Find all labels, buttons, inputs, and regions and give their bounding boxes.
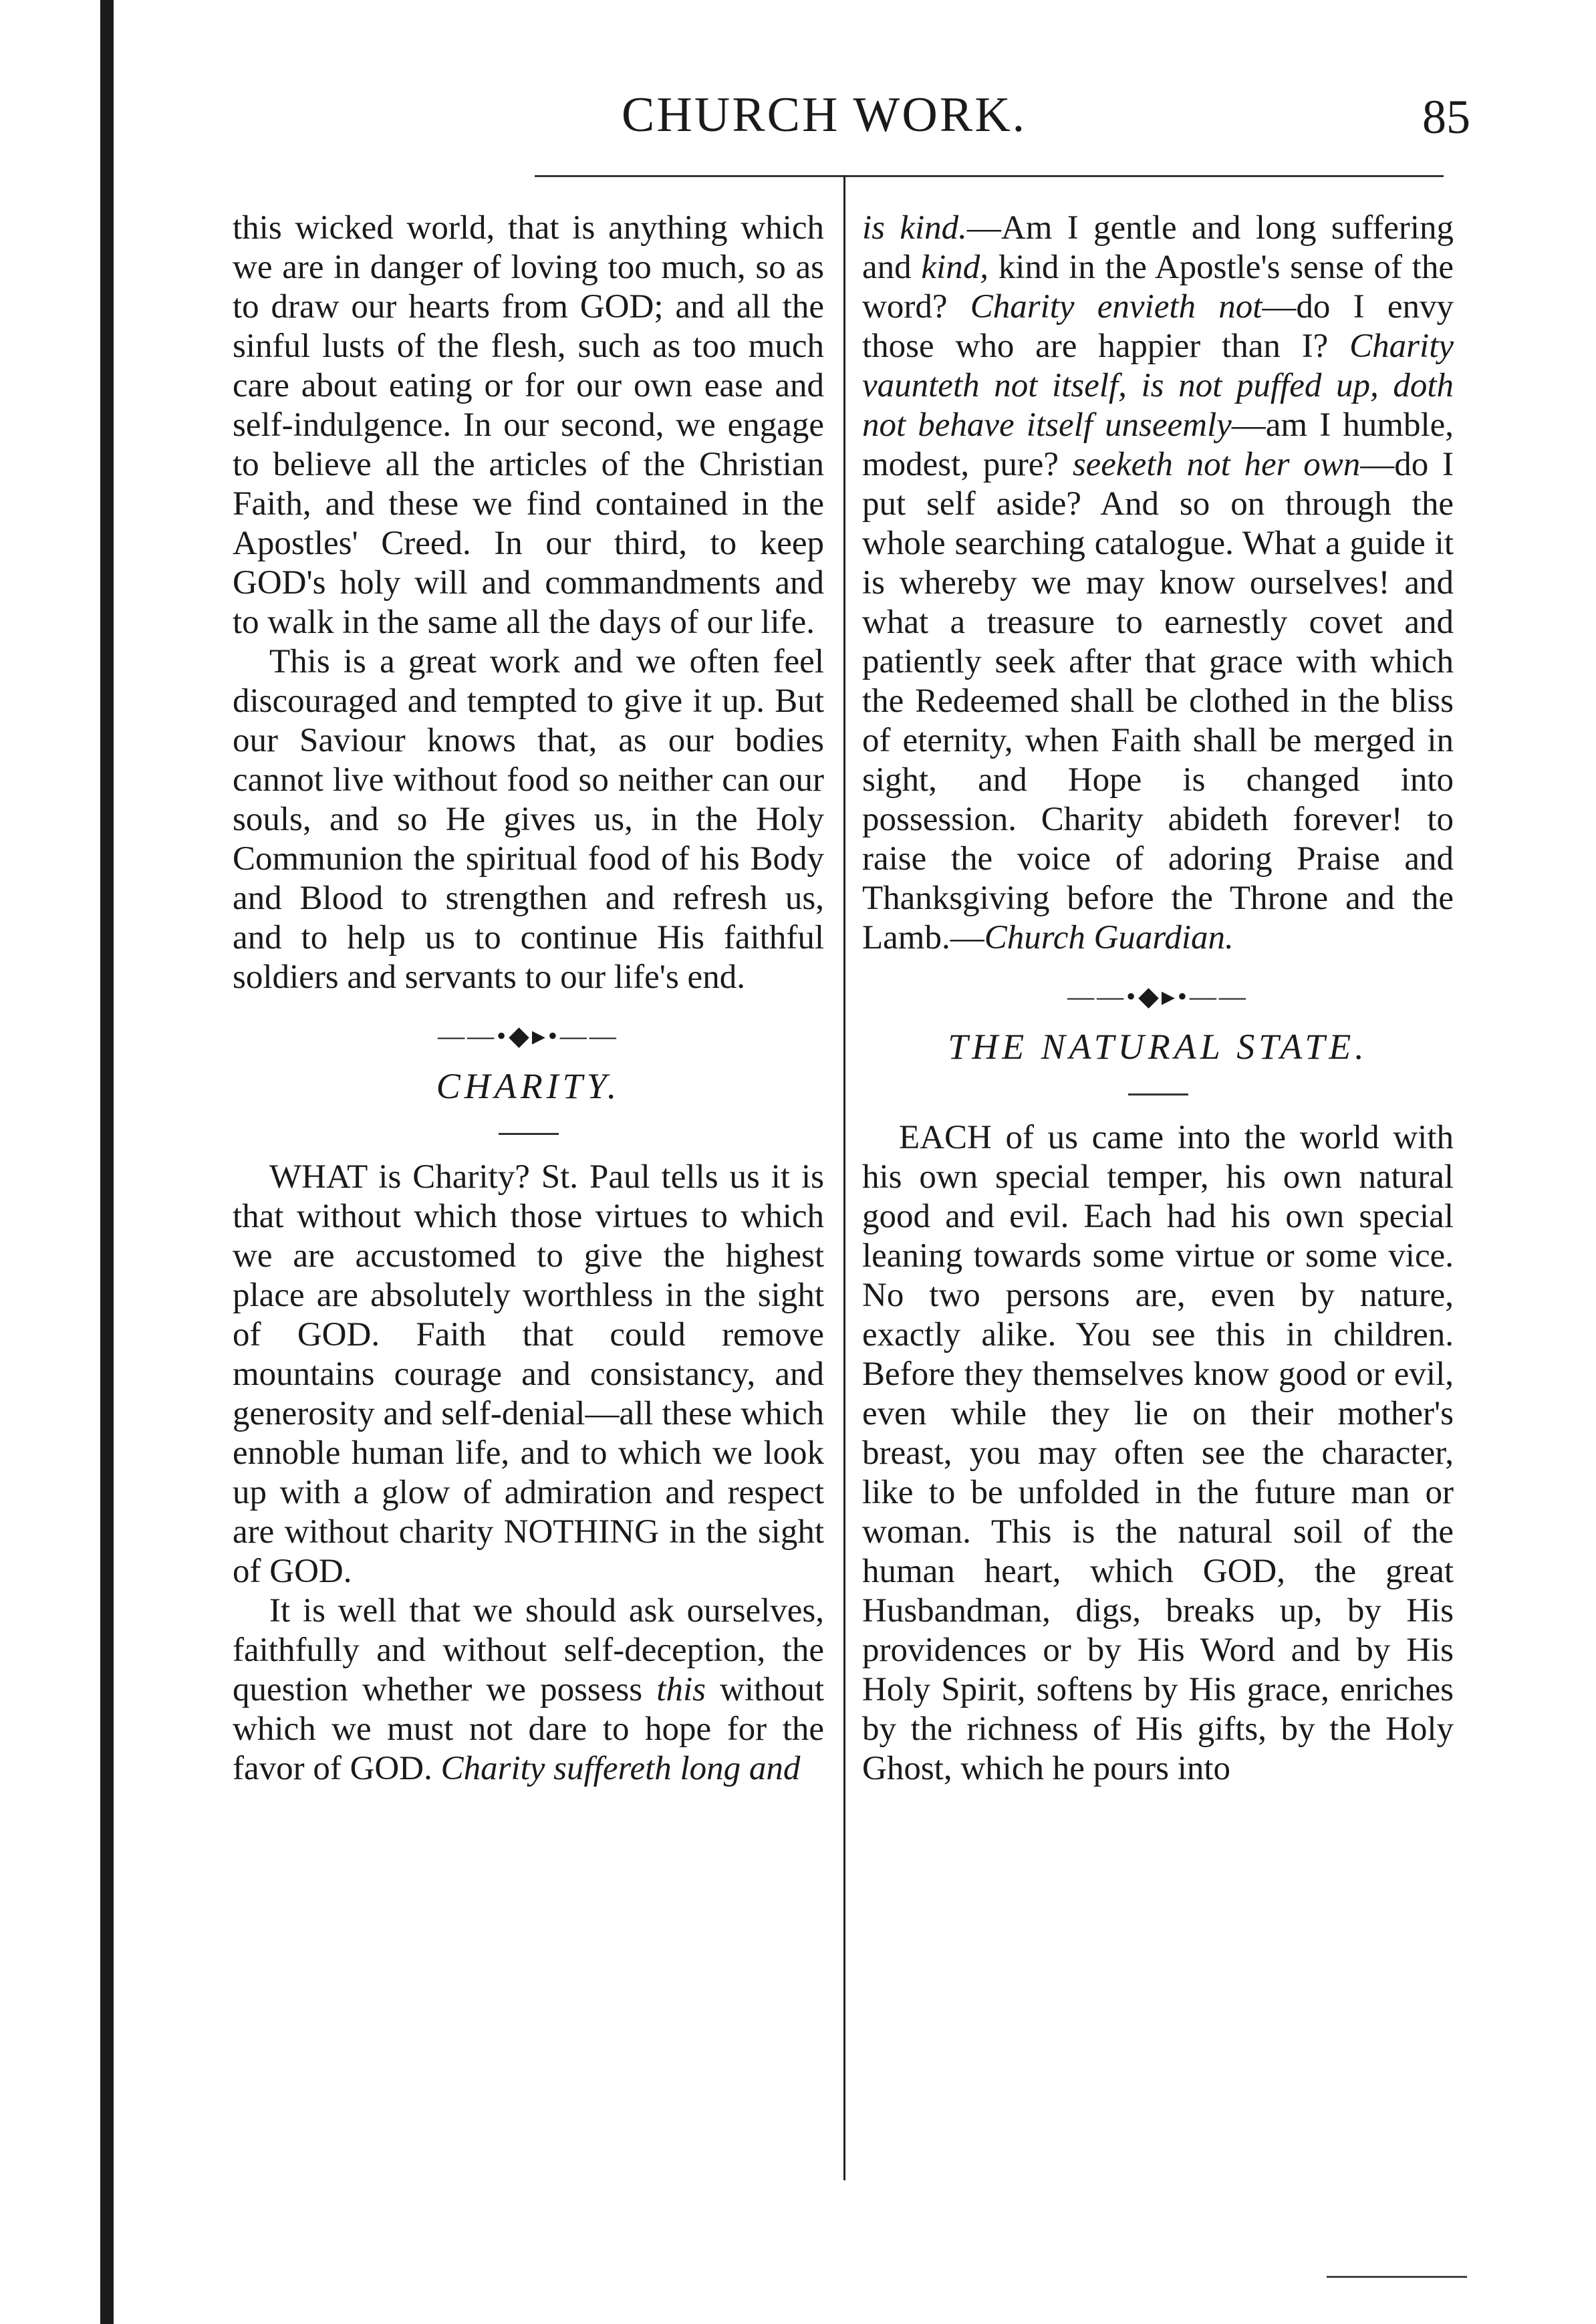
heading-charity: CHARITY. (436, 1066, 621, 1106)
right-para-1-italic-1: is kind. (862, 209, 967, 247)
page-header (221, 80, 1470, 154)
left-column (233, 209, 824, 1789)
column-divider (843, 175, 845, 2180)
right-para-1-italic-2: kind, (921, 249, 988, 286)
heading-natural-state: THE NATURAL STATE. (948, 1027, 1368, 1067)
section-ornament: ——•◆▸•—— (1067, 981, 1248, 1011)
left-para-1: this wicked world, that is anything which we are in danger of loving too much, so as to draw our hearts from GOD; and all the sinful lusts of the flesh, such as too much care about eating or for our own ease and self-indulgence. In our second, we engage to believe all the articles of the Christian Faith, and these we find contained in the Apostles' Creed. In our third, to keep GOD's holy will and commandments and to walk in the same all the days of our life. (233, 209, 824, 641)
page-number: 85 (1422, 90, 1470, 144)
bottom-rule (1327, 2276, 1467, 2278)
right-para-1-text-c: —do I envy those who are happier than I? (862, 288, 1454, 365)
right-para-1-italic-6: Church Guardian. (984, 919, 1234, 956)
left-para-4-text-b: without which we must not dare to hope for the favor of GOD. (233, 1671, 825, 1787)
heading-rule (1128, 1093, 1188, 1095)
left-para-4-text-a: It is well that we should ask ourselves, faithfully and without self-deception, the question whether we possess (233, 1592, 824, 1708)
right-para-1-text-a: —Am I gentle and long suffering and (862, 209, 1454, 286)
heading-rule (499, 1133, 559, 1135)
right-para-1-italic-4: Charity vaunteth not itself, is not puffed up, doth not behave itself unseemly (862, 328, 1454, 444)
left-para-4 (233, 1591, 824, 1789)
right-column (862, 209, 1454, 1789)
left-para-4-italic-1: this (656, 1671, 706, 1708)
right-para-1-text-e: —do I put self aside? And so on through the whole searching catalogue. What a guide it is whereby we may know ourselves! and what a treasure to earnestly covet and patiently seek after that grace with which the Redeemed shall be clothed in the bliss of eternity, when Faith shall be merged in sight, and Hope is changed into possession. Charity abideth forever! to raise the voice of adoring Praise and Thanksgiving before the Throne and the Lamb.— (862, 446, 1454, 956)
section-ornament: ——•◆▸•—— (438, 1021, 619, 1051)
right-para-1-text-b: kind in the Apostle's sense of the word? (862, 249, 1454, 326)
page-binding-edge (100, 0, 114, 2324)
left-para-3: WHAT is Charity? St. Paul tells us it is that without which those virtues to which we are accustomed to give the highest place are absolutely worthless in the sight of GOD. Faith that could remove mountains courage and consistancy, and generosity and self-denial—all these which ennoble human life, and to which we look up with a glow of admiration and respect are without charity NOTHING in the sight of GOD. (233, 1158, 824, 1590)
running-title: CHURCH WORK. (622, 88, 1027, 142)
left-para-2: This is a great work and we often feel discouraged and tempted to give it up. But our Saviour knows that, as our bodies cannot live without food so neither can our souls, and so He gives us, in the Holy Communion the spiritual food of his Body and Blood to strengthen and refresh us, and to help us to continue His faithful soldiers and servants to our life's end. (233, 643, 824, 996)
right-para-1 (862, 209, 1454, 958)
right-para-1-text-d: —am I humble, modest, pure? (862, 406, 1454, 483)
right-para-1-italic-3: Charity envieth not (970, 288, 1262, 326)
left-para-4-italic-2: Charity suffereth long and (440, 1750, 801, 1787)
right-para-2: EACH of us came into the world with his own special temper, his own natural good and evil. Each had his own special leaning towards some virtue or some vice. No two persons are, even by nature, exactly alike. You see this in children. Before they themselves know good or evil, even while they lie on their mother's breast, you may often see the character, like to be unfolded in the future man or woman. This is the natural soil of the human heart, which GOD, the great Husbandman, digs, breaks up, by His providences or by His Word and by His Holy Spirit, softens by His grace, enriches by the richness of His gifts, by the Holy Ghost, which he pours into (862, 1119, 1454, 1787)
right-para-1-italic-5: seeketh not her own (1072, 446, 1361, 483)
header-rule (535, 175, 1444, 177)
